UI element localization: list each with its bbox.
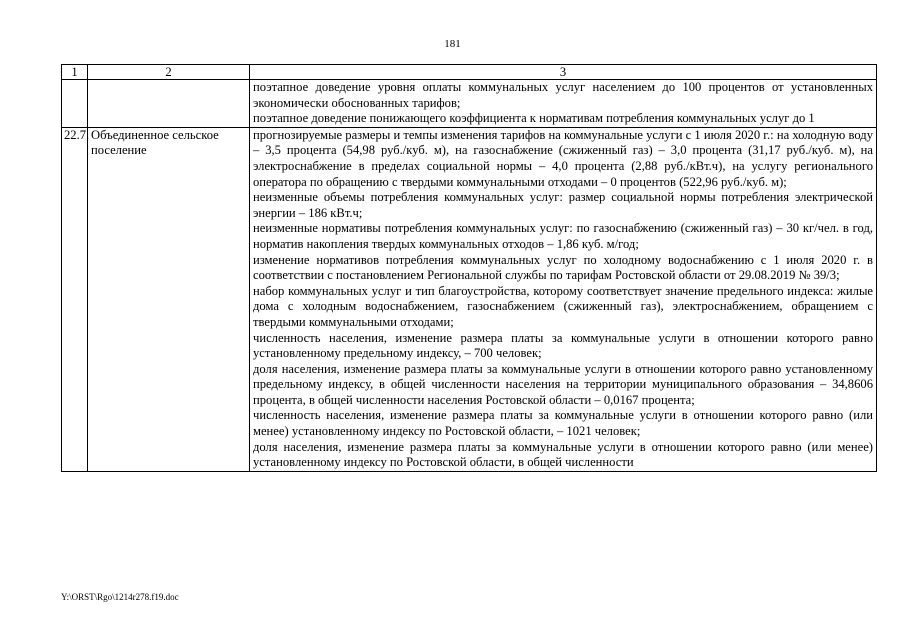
page-number: 181 [444,38,461,50]
table-row-continued [62,80,877,128]
paragraph: набор коммунальных услуг и тип благоустройства, которому соответствует значение предельного индекса: жилые дома с холодным водоснабжением, газоснабжением (сжиженный газ), электроснабжением, обращением с твердыми коммунальными отходами; [253,283,873,329]
paragraph: поэтапное доведение понижающего коэффициента к нормативам потребления коммунальных услуг до 1 [253,111,815,126]
paragraph: неизменные нормативы потребления коммунальных услуг: по газоснабжению (сжиженный газ) – 30 кг/чел. в год, норматив накопления твердых коммунальных отходов – 1,86 куб. м/год; [253,221,873,251]
paragraph: изменение нормативов потребления коммунальных услуг по холодному водоснабжению с 1 июля 2020 г. в соответствии с постановлением Региональной службы по тарифам Ростовской области от 29.08.2019 № 39/3; [253,252,873,283]
column-header: 3 [250,65,877,80]
row-content-cell [250,80,877,128]
paragraph: численность населения, изменение размера платы за коммунальные услуги в отношении которого равно (или менее) установленному индексу по Ростовской области, – 1021 человек; [253,408,873,439]
paragraph: неизменные объемы потребления коммунальных услуг: размер социальной нормы потребления электрической энергии – 186 кВт.ч; [253,190,873,220]
file-path-footer: Y:\ORST\Rgo\1214r278.f19.doc [61,592,179,602]
paragraph: прогнозируемые размеры и темпы изменения тарифов на коммунальные услуги с 1 июля 2020 г.: на холодную воду – 3,5 процента (54,98 руб./куб. м), на газоснабжение (сжиженный газ) – 3,0 процента (31,17 руб./куб. м), на электроснабжение в пределах социальной нормы – 4,0 процента (2,88 руб./кВт.ч), на услугу регионального оператора по обращению с твердыми коммунальными отходами – 0 процентов (522,96 руб./куб. м); [253,127,873,189]
row-name-cell: Объединенное сельское поселение [88,127,250,471]
column-header: 2 [88,65,250,80]
paragraph: доля населения, изменение размера платы за коммунальные услуги в отношении которого равно (или менее) установленному индексу по Ростовской области, в общей численности [253,439,873,470]
paragraph: доля населения, изменение размера платы за коммунальные услуги в отношении которого равно установленному предельному индексу, в общей численности населения на территории муниципального образования – 34,8606 процента, в общей численности населения Ростовской области – 0,0167 процента; [253,361,873,407]
row-content-cell [250,127,877,471]
row-number-cell [62,80,88,128]
document-table [61,64,877,472]
column-header: 1 [62,65,88,80]
paragraph: численность населения, изменение размера платы за коммунальные услуги в отношении которого равно установленному предельному индексу, – 700 человек; [253,330,873,361]
table-header-row [62,65,877,80]
paragraph: поэтапное доведение уровня оплаты коммунальных услуг населением до 100 процентов от установленных экономически обоснованных тарифов; [253,80,873,110]
table-row [62,127,877,471]
row-number-cell: 22.7. [62,127,88,471]
row-name-cell [88,80,250,128]
